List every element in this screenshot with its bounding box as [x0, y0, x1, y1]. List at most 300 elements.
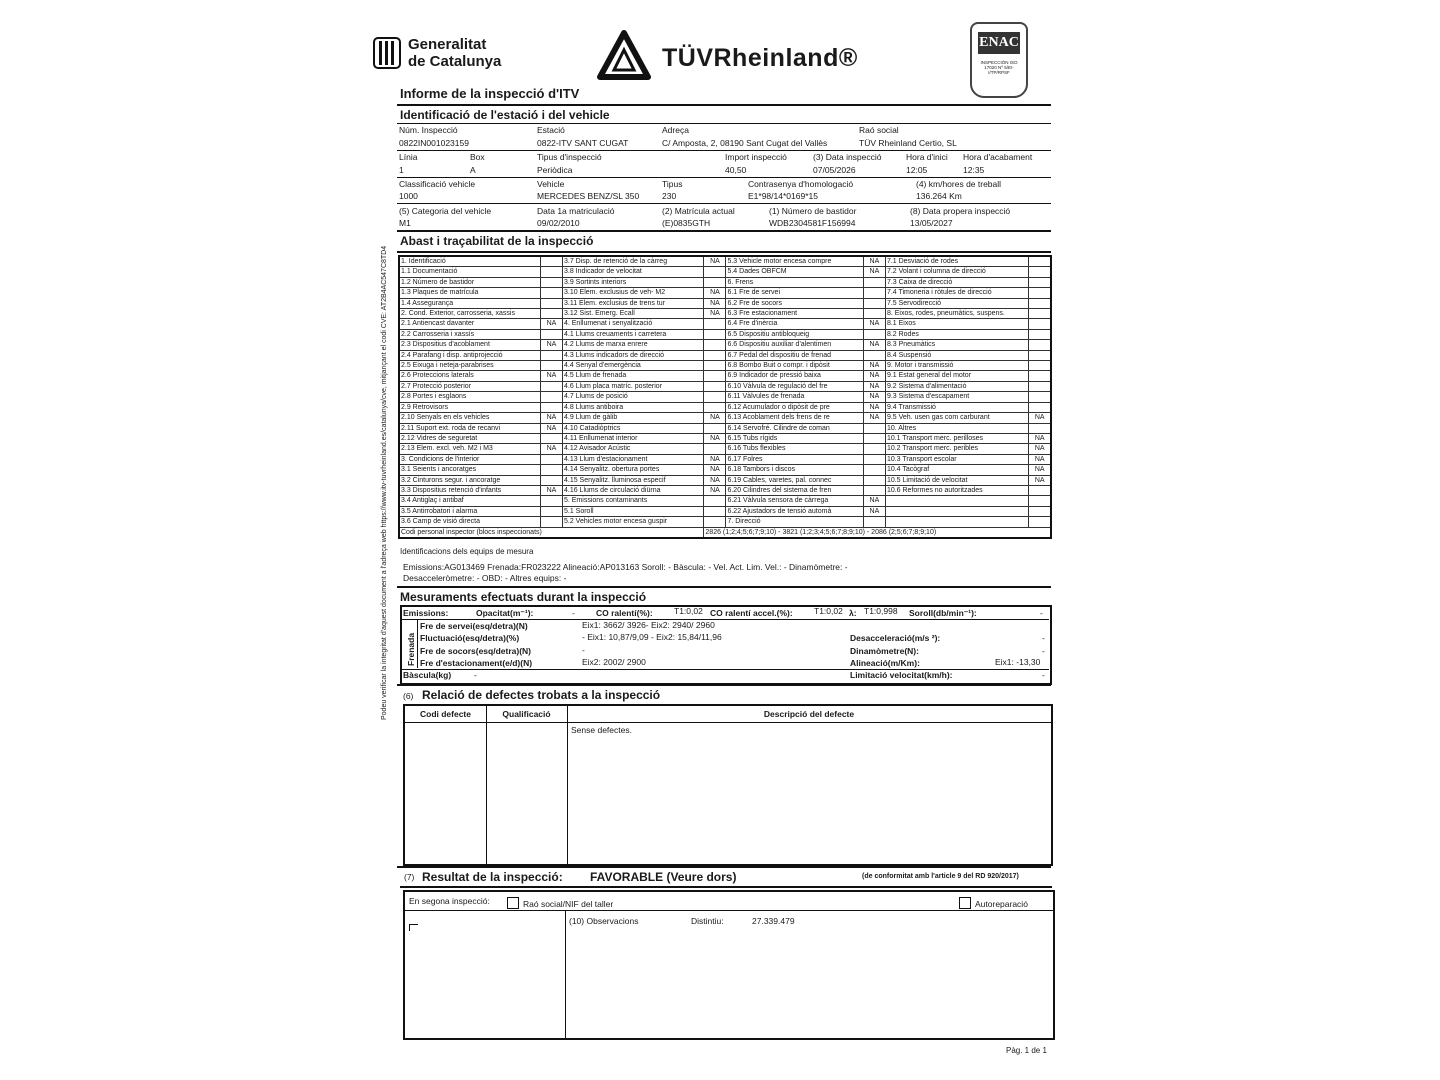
scope-na-cell	[704, 517, 726, 527]
scope-row	[399, 371, 1051, 381]
scope-na-cell	[540, 277, 562, 287]
scope-item-cell: 9.2 Sistema d'alimentació	[885, 381, 1028, 391]
defects-header-rule	[405, 722, 1051, 723]
scope-item-cell: 6. Frens	[726, 277, 863, 287]
box-label: Box	[470, 152, 485, 162]
tuv-logo	[597, 30, 651, 80]
inspector-code-row	[399, 527, 1051, 538]
scope-item-cell: 8.3 Pneumàtics	[885, 340, 1028, 350]
adreca-label: Adreça	[662, 125, 689, 135]
scope-na-cell: NA	[540, 413, 562, 423]
categoria-label: (5) Categoria del vehicle	[399, 206, 492, 216]
scope-item-cell: 6.11 Vàlvules de frenada	[726, 392, 863, 402]
scope-item-cell: 6.8 Bombo Buit o compr. i dipòsit	[726, 361, 863, 371]
matricula-value: (E)0835GTH	[662, 218, 711, 228]
taller-checkbox[interactable]	[507, 897, 519, 909]
scope-item-cell: 2.11 Suport ext. roda de recanvi	[399, 423, 540, 433]
scope-na-cell	[863, 475, 885, 485]
scope-row	[399, 433, 1051, 443]
scope-item-cell: 10.5 Limitació de velocitat	[885, 475, 1028, 485]
fre-estacionament-value: Eix2: 2002/ 2900	[582, 657, 646, 667]
linia-label: Línia	[399, 152, 418, 162]
scope-item-cell: 9.5 Veh. usen gas com carburant	[885, 413, 1028, 423]
scope-na-cell: NA	[863, 371, 885, 381]
opacitat-label: Opacitat(m⁻¹):	[476, 608, 534, 618]
ident-rule-5	[397, 230, 1051, 232]
enac-badge: ENAC	[978, 32, 1020, 54]
gencat-line1: Generalitat	[408, 36, 487, 53]
scope-item-cell: 1.1 Documentació	[399, 267, 540, 277]
scope-row	[399, 496, 1051, 506]
scope-item-cell: 6.18 Tambors i discos	[726, 465, 863, 475]
scope-na-cell	[1029, 329, 1051, 339]
scope-na-cell	[704, 496, 726, 506]
ident-rule-3	[397, 177, 1051, 178]
bastidor-label: (1) Número de bastidor	[769, 206, 857, 216]
scope-row	[399, 329, 1051, 339]
scope-row	[399, 465, 1051, 475]
import-label: Import inspecció	[725, 152, 787, 162]
scope-na-cell	[540, 454, 562, 464]
scope-item-cell: 2.5 Eixuga i neteja-parabrises	[399, 361, 540, 371]
inspector-code-value: 2826 (1;2;4;5;6;7;9;10) - 3821 (1;2;3;4;5;6;7;8;9;10) - 2086 (2;5;6;7;8;9;10)	[704, 527, 1051, 538]
scope-row	[399, 402, 1051, 412]
autoreparacio-label: Autoreparació	[975, 899, 1028, 909]
scope-item-cell: 5.3 Vehicle motor encesa compre	[726, 256, 863, 267]
defects-number: (6)	[403, 691, 414, 701]
scope-item-cell: 4.10 Catadiòptrics	[562, 423, 703, 433]
scope-row	[399, 361, 1051, 371]
equipment-line-1: Emissions:AG013469 Frenada:FR023222 Alineació:AP013163 Soroll: - Bàscula: - Vel. Act. Lim. Vel.: - Dinamòmetre: -	[403, 562, 848, 572]
scope-item-cell: 6.6 Dispositiu auxiliar d'alentimen	[726, 340, 863, 350]
ident-rule-1	[397, 123, 1051, 124]
propera-value: 13/05/2027	[910, 218, 953, 228]
scope-row	[399, 319, 1051, 329]
scope-item-cell: 4.9 Llum de gàlib	[562, 413, 703, 423]
scope-na-cell: NA	[1029, 444, 1051, 454]
scope-na-cell: NA	[863, 402, 885, 412]
scope-row	[399, 309, 1051, 319]
scope-row	[399, 298, 1051, 308]
taller-checkbox-wrap[interactable]	[507, 894, 613, 912]
scope-row	[399, 288, 1051, 298]
scope-na-cell	[863, 288, 885, 298]
scope-na-cell	[540, 350, 562, 360]
scope-na-cell: NA	[1029, 433, 1051, 443]
scope-item-cell: 4.7 Llums de posició	[562, 392, 703, 402]
scope-na-cell: NA	[540, 423, 562, 433]
scope-row	[399, 423, 1051, 433]
scope-item-cell: 5.4 Dades OBFCM	[726, 267, 863, 277]
enac-subtext: INSPECCIÓN ISO 17020 Nº 5/EI-I/TP/RPSF	[980, 60, 1018, 75]
hora-fi-value: 12:35	[963, 165, 985, 175]
scope-na-cell	[540, 496, 562, 506]
scope-na-cell	[540, 506, 562, 516]
scope-na-cell: NA	[540, 340, 562, 350]
scope-table	[398, 255, 1052, 539]
result-note: (de conformitat amb l'article 9 del RD 920/2017)	[862, 873, 1019, 880]
scope-na-cell: NA	[1029, 475, 1051, 485]
scope-na-cell: NA	[704, 288, 726, 298]
scope-item-cell: 6.12 Acumulador o dipòsit de pre	[726, 402, 863, 412]
scope-na-cell	[1029, 361, 1051, 371]
scope-na-cell: NA	[704, 485, 726, 495]
scope-item-cell: 6.5 Dispositiu antibloqueig	[726, 329, 863, 339]
fre-socors-value: -	[582, 645, 585, 655]
scope-item-cell: 6.2 Fre de socors	[726, 298, 863, 308]
scope-na-cell: NA	[863, 392, 885, 402]
tipus-vehicle-label: Tipus	[662, 179, 683, 189]
observacions-label: (10) Observacions	[569, 916, 639, 926]
scope-item-cell: 6.13 Acoblament dels frens de re	[726, 413, 863, 423]
scope-item-cell: 7.5 Servodirecció	[885, 298, 1028, 308]
scope-na-cell: NA	[863, 361, 885, 371]
inspector-code-label: Codi personal inspector (blocs inspeccionats)	[399, 527, 704, 538]
scope-na-cell	[1029, 517, 1051, 527]
equipment-title: Identificacions dels equips de mesura	[400, 547, 534, 556]
scope-row	[399, 277, 1051, 287]
scope-item-cell: 4.8 Llums antiboira	[562, 402, 703, 412]
scope-na-cell: NA	[704, 433, 726, 443]
scope-na-cell: NA	[704, 475, 726, 485]
result-rule	[400, 886, 1052, 888]
num-inspeccio-label: Núm. Inspecció	[399, 125, 458, 135]
defects-col-divider-2	[567, 706, 568, 864]
scope-item-cell: 6.22 Ajustadors de tensió automà	[726, 506, 863, 516]
side-note-text: Podeu verificar la integritat d'aquest document a l'adreça web https://www.itv-tuvrheinland.es/catalunya/cve, mitjançant el codi CVE: AT2B4AC547C8TD4	[381, 245, 388, 720]
scope-item-cell: 8.2 Rodes	[885, 329, 1028, 339]
scope-item-cell: 3.2 Cinturons segur. i ancoratge	[399, 475, 540, 485]
scope-na-cell	[704, 423, 726, 433]
scope-row	[399, 267, 1051, 277]
scope-na-cell	[1029, 496, 1051, 506]
scope-na-cell	[1029, 340, 1051, 350]
emissions-label: Emissions:	[403, 608, 449, 618]
scope-row	[399, 475, 1051, 485]
scope-na-cell	[1029, 392, 1051, 402]
title-rule	[397, 104, 1051, 106]
scope-item-cell: 10. Altres	[885, 423, 1028, 433]
result-title: Resultat de la inspecció:	[422, 870, 563, 884]
scope-item-cell: 2.9 Retrovisors	[399, 402, 540, 412]
limitacio-label: Limitació velocitat(km/h):	[850, 670, 953, 680]
defects-table	[403, 704, 1053, 866]
bascula-value: -	[474, 670, 477, 680]
scope-na-cell: NA	[863, 413, 885, 423]
corner-mark	[409, 924, 418, 931]
scope-na-cell: NA	[540, 371, 562, 381]
fre-socors-label: Fre de socors(esq/detra)(N)	[420, 646, 531, 656]
scope-na-cell	[540, 465, 562, 475]
fre-servei-label: Fre de servei(esq/detra)(N)	[420, 621, 528, 631]
scope-item-cell: 4.11 Enllumenat interior	[562, 433, 703, 443]
scope-item-cell: 10.3 Transport escolar	[885, 454, 1028, 464]
scope-item-cell	[885, 496, 1028, 506]
fre-estacionament-label: Fre d'estacionament(e/d)(N)	[420, 658, 533, 668]
defects-text: Sense defectes.	[571, 725, 632, 735]
scope-item-cell: 6.3 Fre estacionament	[726, 309, 863, 319]
scope-item-cell: 8.4 Suspensió	[885, 350, 1028, 360]
limitacio-value: -	[1042, 670, 1045, 680]
co-ralenti-value: T1:0,02	[674, 606, 703, 616]
scope-item-cell: 4.13 Llum d'estacionament	[562, 454, 703, 464]
scope-na-cell	[863, 298, 885, 308]
classificacio-label: Classificació vehicle	[399, 179, 476, 189]
autoreparacio-checkbox[interactable]	[959, 897, 971, 909]
autoreparacio-checkbox-wrap[interactable]	[959, 894, 1028, 912]
scope-na-cell	[1029, 277, 1051, 287]
scope-na-cell: NA	[1029, 465, 1051, 475]
scope-na-cell	[540, 392, 562, 402]
km-value: 136.264 Km	[916, 191, 962, 201]
scope-na-cell: NA	[863, 256, 885, 267]
scope-na-cell	[863, 423, 885, 433]
scope-item-cell: 4.5 Llum de frenada	[562, 371, 703, 381]
scope-na-cell: NA	[540, 319, 562, 329]
scope-na-cell	[540, 267, 562, 277]
vehicle-label: Vehicle	[537, 179, 565, 189]
scope-na-cell	[1029, 423, 1051, 433]
scope-na-cell: NA	[1029, 413, 1051, 423]
scope-item-cell: 10.2 Transport merc. peribles	[885, 444, 1028, 454]
distintiu-value: 27.339.479	[752, 916, 795, 926]
scope-item-cell: 6.19 Cables, varetes, pal. conneс	[726, 475, 863, 485]
data-inspeccio-label: (3) Data inspecció	[813, 152, 882, 162]
scope-item-cell: 3. Condicions de l'interior	[399, 454, 540, 464]
box-value: A	[470, 165, 476, 175]
scope-na-cell: NA	[704, 256, 726, 267]
scope-item-cell: 7.4 Timoneria i ròtules de direcció	[885, 288, 1028, 298]
scope-item-cell: 3.6 Camp de visió directa	[399, 517, 540, 527]
scope-item-cell: 2.10 Senyals en els vehicles	[399, 413, 540, 423]
scope-item-cell: 6.1 Fre de servei	[726, 288, 863, 298]
scope-na-cell	[1029, 288, 1051, 298]
opacitat-value: -	[572, 608, 575, 618]
fluctuacio-value: - Eix1: 10,87/9,09 - Eix2: 15,84/11,96	[582, 632, 722, 642]
scope-na-cell: NA	[863, 496, 885, 506]
scope-row	[399, 413, 1051, 423]
rao-social-value: TÜV Rheinland Certio, SL	[859, 138, 957, 148]
scope-na-cell	[1029, 485, 1051, 495]
scope-item-cell: 5. Emissions contaminants	[562, 496, 703, 506]
scope-na-cell: NA	[863, 381, 885, 391]
scope-item-cell: 2.8 Portes i esglaons	[399, 392, 540, 402]
lambda-label: λ:	[849, 608, 857, 618]
identification-title: Identificació de l'estació i del vehicle	[400, 108, 610, 122]
verification-side-note	[381, 120, 388, 720]
scope-na-cell	[540, 288, 562, 298]
gencat-line2: de Catalunya	[408, 53, 502, 70]
scope-na-cell	[863, 329, 885, 339]
desacceleracio-value: -	[1042, 633, 1045, 643]
scope-na-cell	[863, 465, 885, 475]
scope-row	[399, 454, 1051, 464]
bascula-label: Bàscula(kg)	[403, 670, 452, 680]
frenada-divider	[417, 620, 418, 668]
km-label: (4) km/hores de treball	[916, 179, 1002, 189]
co-accel-label: CO ralentí accel.(%):	[710, 608, 793, 618]
gencat-logo	[372, 36, 402, 70]
scope-row	[399, 444, 1051, 454]
scope-na-cell	[704, 444, 726, 454]
scope-row	[399, 350, 1051, 360]
estacio-value: 0822-ITV SANT CUGAT	[537, 138, 629, 148]
result-number: (7)	[404, 872, 415, 882]
lambda-value: T1:0,998	[864, 606, 898, 616]
hora-fi-label: Hora d'acabament	[963, 152, 1033, 162]
scope-na-cell	[1029, 256, 1051, 267]
scope-item-cell: 7.1 Desviació de rodes	[885, 256, 1028, 267]
scope-na-cell	[540, 517, 562, 527]
propera-label: (8) Data propera inspecció	[910, 206, 1011, 216]
scope-na-cell	[1029, 350, 1051, 360]
scope-na-cell	[863, 454, 885, 464]
scope-na-cell	[1029, 381, 1051, 391]
scope-item-cell: 6.17 Folres	[726, 454, 863, 464]
scope-item-cell: 6.14 Servofré. Cilindre de coman	[726, 423, 863, 433]
tipus-inspeccio-label: Tipus d'inspecció	[537, 152, 602, 162]
scope-item-cell: 6.21 Vàlvula sensora de càrrega	[726, 496, 863, 506]
frenada-vertical-label: Frenada	[406, 632, 416, 666]
defects-col-divider-1	[486, 706, 487, 864]
scope-na-cell	[704, 267, 726, 277]
scope-item-cell: 2.4 Parafang i disp. antiprojecció	[399, 350, 540, 360]
scope-item-cell: 2.3 Dispositius d'acoblament	[399, 340, 540, 350]
scope-na-cell: NA	[704, 465, 726, 475]
scope-item-cell: 9. Motor i transmissió	[885, 361, 1028, 371]
ident-rule-4	[397, 203, 1051, 204]
scope-row	[399, 256, 1051, 267]
scope-item-cell	[885, 517, 1028, 527]
scope-item-cell: 3.12 Sist. Emerg. Ecall	[562, 309, 703, 319]
scope-row	[399, 392, 1051, 402]
tuv-brand: TÜVRheinland®	[662, 44, 858, 72]
scope-item-cell: 3.7 Disp. de retenció de la càrreg	[562, 256, 703, 267]
scope-item-cell: 5.1 Soroll	[562, 506, 703, 516]
matricula-label: (2) Matrícula actual	[662, 206, 735, 216]
hora-inici-value: 12:05	[906, 165, 928, 175]
scope-item-cell: 3.10 Elem. exclusius de veh- M2	[562, 288, 703, 298]
scope-item-cell: 7.3 Caixa de direcció	[885, 277, 1028, 287]
scope-item-cell: 5.2 Vehicles motor encesa guspir	[562, 517, 703, 527]
fluctuacio-label: Fluctuació(esq/detra)(%)	[420, 633, 520, 643]
scope-item-cell: 3.8 Indicador de velocitat	[562, 267, 703, 277]
tipus-vehicle-value: 230	[662, 191, 677, 201]
result-inner-rule	[405, 910, 1053, 911]
scope-item-cell: 6.10 Vàlvula de regulació del fre	[726, 381, 863, 391]
result-box	[403, 890, 1055, 1040]
soroll-value: -	[1040, 608, 1043, 618]
scope-item-cell: 2.7 Protecció posterior	[399, 381, 540, 391]
tipus-inspeccio-value: Periòdica	[537, 165, 573, 175]
scope-na-cell	[1029, 506, 1051, 516]
scope-item-cell: 1.4 Assegurança	[399, 298, 540, 308]
scope-na-cell	[863, 309, 885, 319]
scope-item-cell: 4.15 Senyalitz. lluminosa especif	[562, 475, 703, 485]
scope-item-cell: 4.12 Avisador Acústic	[562, 444, 703, 454]
alineacio-value: Eix1: -13,30	[995, 657, 1041, 667]
scope-item-cell: 2.13 Elem. excl. veh. M2 i M3	[399, 444, 540, 454]
num-inspeccio-value: 0822IN001023159	[399, 138, 469, 148]
scope-item-cell: 9.1 Estat general del motor	[885, 371, 1028, 381]
categoria-value: M1	[399, 218, 411, 228]
scope-na-cell	[540, 329, 562, 339]
scope-item-cell: 2. Cond. Exterior, carrosseria, xassis	[399, 309, 540, 319]
scope-item-cell: 8. Eixos, rodes, pneumàtics, suspens.	[885, 309, 1028, 319]
scope-item-cell: 4.3 Llums indicadors de direcció	[562, 350, 703, 360]
scope-item-cell: 3.3 Dispositius retenció d'infants	[399, 485, 540, 495]
scope-item-cell	[885, 506, 1028, 516]
linia-value: 1	[399, 165, 404, 175]
gencat-name	[408, 36, 501, 70]
scope-na-cell	[540, 298, 562, 308]
result-col-divider	[565, 910, 566, 1038]
hora-inici-label: Hora d'inici	[906, 152, 948, 162]
adreca-value: C/ Ampostа, 2, 08190 Sant Cugat del Vallès	[662, 138, 828, 148]
alineacio-label: Alineació(m/Km):	[850, 658, 920, 668]
scope-na-cell	[540, 433, 562, 443]
classificacio-value: 1000	[399, 191, 418, 201]
scope-na-cell	[1029, 267, 1051, 277]
scope-item-cell: 1. Identificació	[399, 256, 540, 267]
scope-item-cell: 6.20 Cilindres del sistema de fren	[726, 485, 863, 495]
scope-item-cell: 4.16 Llums de circulació diürna	[562, 485, 703, 495]
scope-item-cell: 2.12 Vidres de seguretat	[399, 433, 540, 443]
scope-na-cell	[540, 475, 562, 485]
scope-item-cell: 4.6 Llum placa matríc. posterior	[562, 381, 703, 391]
scope-item-cell: 4.14 Senyalitz. obertura portes	[562, 465, 703, 475]
measurements-title: Mesuraments efectuats durant la inspecció	[400, 590, 647, 604]
scope-na-cell: NA	[704, 309, 726, 319]
scope-row	[399, 485, 1051, 495]
scope-na-cell: NA	[1029, 454, 1051, 464]
scope-na-cell	[704, 361, 726, 371]
scope-na-cell: NA	[863, 506, 885, 516]
rao-social-label: Raó social	[859, 125, 899, 135]
equipment-line-2: Desacceleròmetre: - OBD: - Altres equips: -	[403, 573, 567, 583]
meas-rule-1	[401, 619, 1049, 620]
scope-row	[399, 340, 1051, 350]
estacio-label: Estació	[537, 125, 565, 135]
scope-na-cell	[863, 485, 885, 495]
scope-item-cell: 3.5 Antirrobatori i alarma	[399, 506, 540, 516]
measurements-rule	[397, 684, 1051, 686]
scope-item-cell: 10.1 Transport merc. perilloses	[885, 433, 1028, 443]
defects-col-qualif: Qualificació	[502, 709, 551, 719]
scope-item-cell: 6.7 Pedal del dispositiu de frenad	[726, 350, 863, 360]
scope-na-cell: NA	[540, 444, 562, 454]
desacceleracio-label: Desacceleració(m/s ²):	[850, 633, 941, 643]
defects-col-desc: Descripció del defecte	[763, 709, 855, 719]
scope-na-cell	[704, 277, 726, 287]
scope-na-cell	[704, 371, 726, 381]
scope-na-cell	[1029, 309, 1051, 319]
scope-item-cell: 7. Direcció	[726, 517, 863, 527]
scope-na-cell	[863, 277, 885, 287]
scope-na-cell	[704, 319, 726, 329]
scope-na-cell	[863, 444, 885, 454]
scope-na-cell	[1029, 298, 1051, 308]
scope-item-cell: 4.4 Senyal d'emergència	[562, 361, 703, 371]
dinamometre-value: -	[1042, 646, 1045, 656]
scope-item-cell: 4.2 Llums de marxa enrere	[562, 340, 703, 350]
dinamometre-label: Dinamòmetre(N):	[850, 646, 919, 656]
scope-item-cell: 9.4 Transmissió	[885, 402, 1028, 412]
scope-item-cell: 1.2 Número de bastidor	[399, 277, 540, 287]
scope-na-cell	[704, 329, 726, 339]
co-ralenti-label: CO ralentí(%):	[596, 608, 653, 618]
fre-servei-value: Eix1: 3662/ 3926- Eix2: 2940/ 2960	[582, 620, 715, 630]
